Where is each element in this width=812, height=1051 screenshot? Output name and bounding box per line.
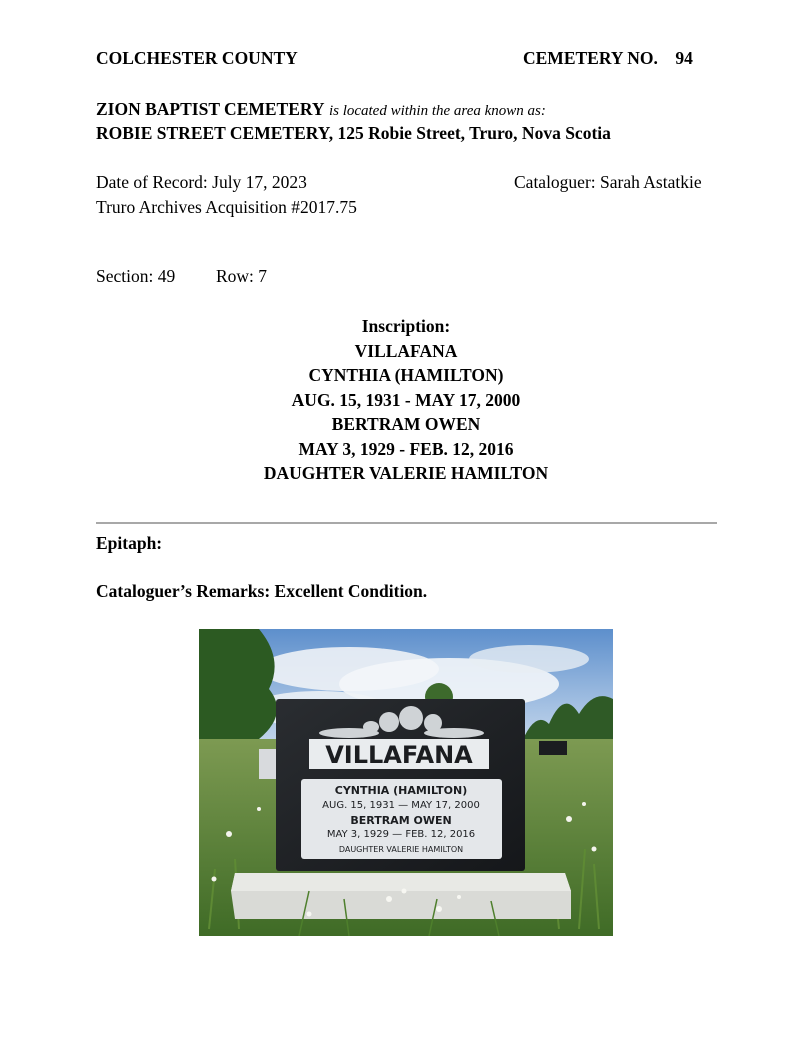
- inscription-heading: Inscription:: [361, 316, 451, 336]
- inscription-line: AUG. 15, 1931 - MAY 17, 2000: [291, 390, 521, 410]
- cataloguer-name: Cataloguer: Sarah Astatkie: [514, 172, 702, 192]
- inscription-line: MAY 3, 1929 - FEB. 12, 2016: [298, 439, 514, 459]
- stone-line: BERTRAM OWEN: [350, 814, 452, 827]
- stone-line: DAUGHTER VALERIE HAMILTON: [338, 845, 464, 854]
- inscription-line: DAUGHTER VALERIE HAMILTON: [263, 463, 549, 483]
- row-number: Row: 7: [216, 266, 268, 286]
- section-number: Section: 49: [96, 266, 176, 286]
- stone-line: MAY 3, 1929 — FEB. 12, 2016: [326, 829, 476, 840]
- stone-line: CYNTHIA (HAMILTON): [334, 784, 468, 797]
- inscription-line: CYNTHIA (HAMILTON): [308, 365, 504, 385]
- stone-name-text: VILLAFANA: [325, 741, 473, 769]
- cemetery-name-line: [96, 99, 546, 120]
- headstone-photo-graphic: [199, 629, 613, 936]
- section-divider: [96, 522, 717, 524]
- inscription-line: VILLAFANA: [354, 341, 458, 361]
- cemetery-name: ZION BAPTIST CEMETERY: [96, 99, 325, 119]
- epitaph-label: Epitaph:: [96, 533, 163, 553]
- cataloguer-remarks: Cataloguer’s Remarks: Excellent Condition.: [96, 581, 428, 601]
- cemetery-number: CEMETERY NO. 94: [523, 48, 693, 68]
- headstone-photo: [199, 629, 613, 936]
- located-text: is located within the area known as:: [328, 103, 546, 119]
- stone-line: AUG. 15, 1931 — MAY 17, 2000: [322, 800, 480, 811]
- cemetery-area: ROBIE STREET CEMETERY, 125 Robie Street, Truro, Nova Scotia: [96, 123, 611, 143]
- inscription-line: BERTRAM OWEN: [331, 414, 481, 434]
- county-title: COLCHESTER COUNTY: [96, 48, 298, 68]
- record-date: Date of Record: July 17, 2023: [96, 172, 307, 192]
- acquisition-number: Truro Archives Acquisition #2017.75: [96, 197, 357, 217]
